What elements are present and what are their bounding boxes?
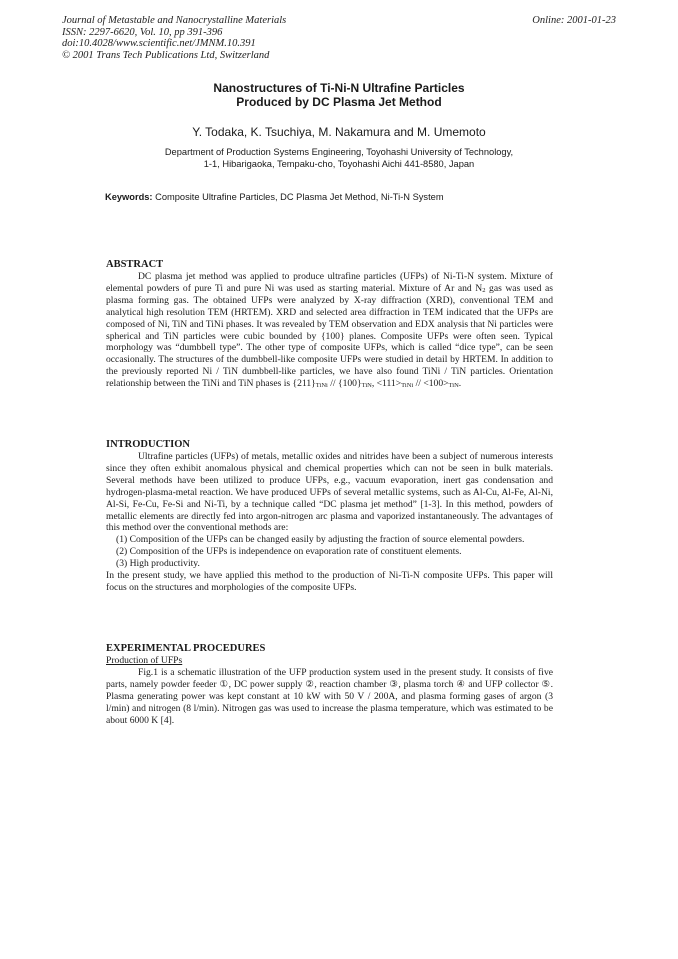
introduction-heading: INTRODUCTION — [106, 439, 191, 450]
affiliation-line-1: Department of Production Systems Engineering, Toyohashi University of Technology, — [164, 147, 514, 157]
abstract-heading: ABSTRACT — [106, 259, 164, 270]
title-line-2: Produced by DC Plasma Jet Method — [236, 95, 442, 109]
doi-line[interactable]: doi:10.4028/www.scientific.net/JMNM.10.391 — [62, 38, 256, 50]
advantage-item-3: (3) High productivity. — [116, 558, 200, 570]
copyright-line: © 2001 Trans Tech Publications Ltd, Switzerland — [62, 49, 270, 61]
advantage-item-2: (2) Composition of the UFPs is independence on evaporation rate of constituent elements. — [116, 546, 462, 558]
journal-name: Journal of Metastable and Nanocrystalline Materials — [62, 15, 287, 26]
abstract-section — [106, 259, 553, 390]
authors: Y. Todaka, K. Tsuchiya, M. Nakamura and M. Umemoto — [192, 125, 486, 139]
abstract-text: DC plasma jet method was applied to produce ultrafine particles (UFPs) of Ni-Ti-N system. Mixture of elemental powders of pure Ti and pure Ni was used as starting material. Mixture of Ar and $N_2$ gas was used as plasma forming gas. The obtained UFPs were analyzed by X-ray diffraction (XRD), conventional TEM and analytical high resolution TEM (HRTEM). XRD and selected area diffraction in TEM indicated that the UFPs are composed of Ni, TiN and TiNi phases. It was revealed by TEM observation and EDX analysis that Ni particles were spherical and TiN particles were cubic bounded by {100} planes. Composite UFPs were often seen. Typical morphology was “dumbbell type”. The other type of composite UFPs, which is called “dice type”, can be seen occasionally. The structures of the dumbbell-like composite UFPs were studied in detail by HRTEM. In addition to the previously reported Ni / TiN dumbbell-like particles, we have also found TiNi / TiN particles. Orientation relationship between the TiNi and TiN phases is $\{211\}_{TiNi} // \{100\}_{TiN}$, $<111>_{TiNi} // <100>_{TiN}$. — [106, 271, 553, 390]
experimental-paragraph-1: Fig.1 is a schematic illustration of the UFP production system used in the present study. It consists of five parts, namely powder feeder ①, DC power supply ②, reaction chamber ③, plasma torch ④ and UFP collector ⑤. Plasma generating power was kept constant at 10 kW with 50 V / 200A, and plasma forming gases of argon (3 l/min) and nitrogen (8 l/min). Nitrogen gas was used to increase the plasma temperature, which was estimated to be about 6000 K [4]. — [106, 666, 553, 726]
advantage-item-1: (1) Composition of the UFPs can be changed easily by adjusting the fraction of source elemental powders. — [116, 534, 525, 546]
issn-line: ISSN: 2297-6620, Vol. 10, pp 391-396 — [62, 26, 223, 38]
keywords-text: Composite Ultrafine Particles, DC Plasma Jet Method, Ni-Ti-N System — [155, 192, 444, 202]
experimental-subheading: Production of UFPs — [106, 655, 183, 666]
journal-header — [62, 15, 616, 61]
introduction-section — [106, 439, 553, 594]
keywords — [105, 191, 615, 203]
keywords-label: Keywords: — [105, 192, 153, 202]
affiliation-line-2: 1-1, Hibarigaoka, Tempaku-cho, Toyohashi Aichi 441-8580, Japan — [203, 158, 475, 169]
paper-title — [62, 81, 616, 109]
online-date: Online: 2001-01-23 — [532, 15, 616, 26]
title-line-1: Nanostructures of Ti-Ni-N Ultrafine Particles — [213, 81, 465, 95]
introduction-paragraph-2: In the present study, we have applied this method to the production of Ni-Ti-N composite UFPs. This paper will focus on the structures and morphologies of the composite UFPs. — [106, 570, 553, 593]
experimental-heading: EXPERIMENTAL PROCEDURES — [106, 643, 266, 654]
affiliation — [62, 147, 616, 170]
experimental-section — [106, 643, 553, 726]
introduction-paragraph-1: Ultrafine particles (UFPs) of metals, metallic oxides and nitrides have been a subject of numerous interests since they often exhibit anomalous physical and chemical properties which can not be seen in bulk materials. Several methods have been utilized to produce UFPs, e.g., vacuum evaporation, inert gas condensation and hydrogen-plasma-metal reaction. We have produced UFPs of several metallic systems, such as Al-Cu, Al-Fe, Al-Ni, Al-Si, Fe-Cu, Fe-Si and Ni-Ti, by a technique called “DC plasma jet method” [1-3]. In this method, powders of metallic elements are directly fed into argon-nitrogen arc plasma and vaporized instantaneously. The advantages of this method over the conventional methods are: — [106, 451, 553, 534]
